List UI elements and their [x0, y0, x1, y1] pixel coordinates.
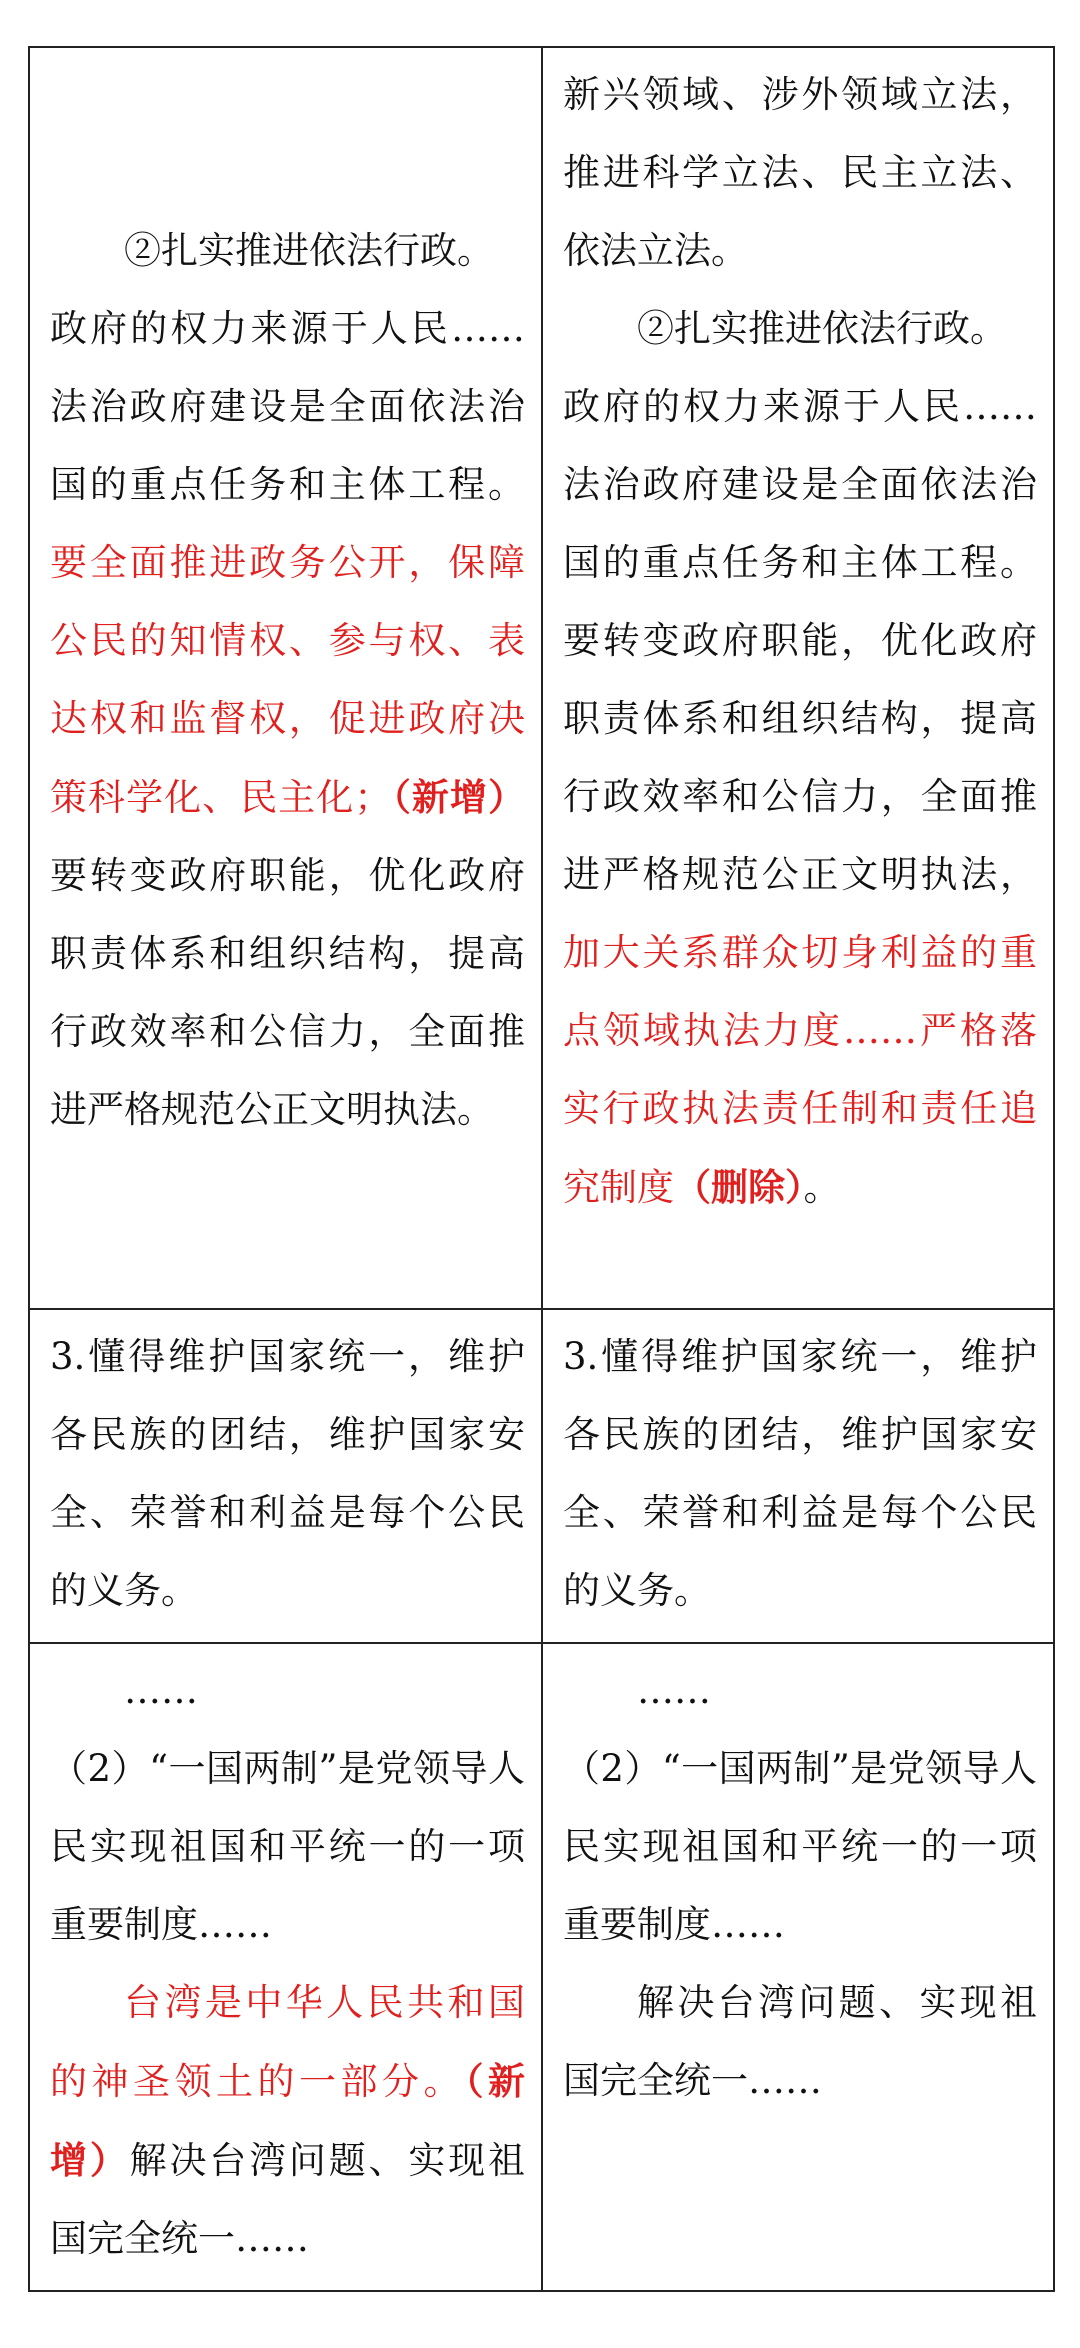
- paragraph: 3.懂得维护国家统一，维护各民族的团结，维护国家安全、荣誉和利益是每个公民的义务。: [563, 1335, 1037, 1612]
- body-text: 要转变政府职能，优化政府职责体系和组织结构，提高行政效率和公信力，全面推进严格规范公正文明执法。: [50, 854, 525, 1131]
- body-text: 政府的权力来源于人民……法治政府建设是全面依法治国的重点任务和主体工程。: [50, 307, 525, 506]
- paragraph: [563, 368, 1037, 1227]
- paragraph: （2）“一国两制”是党领导人民实现祖国和平统一的一项重要制度……: [50, 1747, 525, 1946]
- body-text: 解决台湾问题、实现祖国完全统一……: [50, 2139, 526, 2260]
- period: 。: [803, 1166, 841, 1209]
- deleted-tag: （删除）: [674, 1165, 804, 1209]
- paragraph: [50, 290, 525, 1149]
- table-row: [29, 1643, 1054, 2291]
- added-text: 要全面推进政务公开，保障公民的知情权、参与权、表达权和监督权，促进政府决策科学化、民主化；: [50, 541, 525, 819]
- paragraph: （2）“一国两制”是党领导人民实现祖国和平统一的一项重要制度……: [563, 1747, 1037, 1946]
- ellipsis: ……: [124, 1669, 198, 1712]
- ellipsis: ……: [637, 1669, 711, 1712]
- deleted-text: 加大关系群众切身利益的重点领域执法力度……严格落实行政执法责任制和责任追究制度: [563, 931, 1037, 1209]
- row1-right-cell: [542, 47, 1054, 1309]
- table-row: [29, 47, 1054, 1309]
- row1-left-cell: [29, 47, 542, 1309]
- section-heading: ②扎实推进依法行政。: [637, 307, 1007, 350]
- table-row: [29, 1309, 1054, 1643]
- row3-right-cell: [542, 1643, 1054, 2291]
- comparison-table: [28, 46, 1055, 2292]
- added-text: 台湾是中华人民共和国的神圣领土的一部分。: [50, 1981, 525, 2103]
- paragraph: 解决台湾问题、实现祖国完全统一……: [563, 1981, 1037, 2102]
- body-text: 政府的权力来源于人民……法治政府建设是全面依法治国的重点任务和主体工程。要转变政府职能，优化政府职责体系和组织结构，提高行政效率和公信力，全面推进严格规范公正文明执法，: [563, 385, 1037, 896]
- paragraph: [50, 1964, 525, 2278]
- added-tag: （新增）: [50, 2059, 525, 2182]
- paragraph: 3.懂得维护国家统一，维护各民族的团结，维护国家安全、荣誉和利益是每个公民的义务。: [50, 1335, 525, 1612]
- section-heading: ②扎实推进依法行政。: [124, 229, 494, 272]
- row3-left-cell: [29, 1643, 542, 2291]
- row2-right-cell: [542, 1309, 1054, 1643]
- added-tag: （新增）: [391, 775, 526, 819]
- continued-text: 新兴领域、涉外领域立法，推进科学立法、民主立法、依法立法。: [563, 73, 1037, 272]
- row2-left-cell: [29, 1309, 542, 1643]
